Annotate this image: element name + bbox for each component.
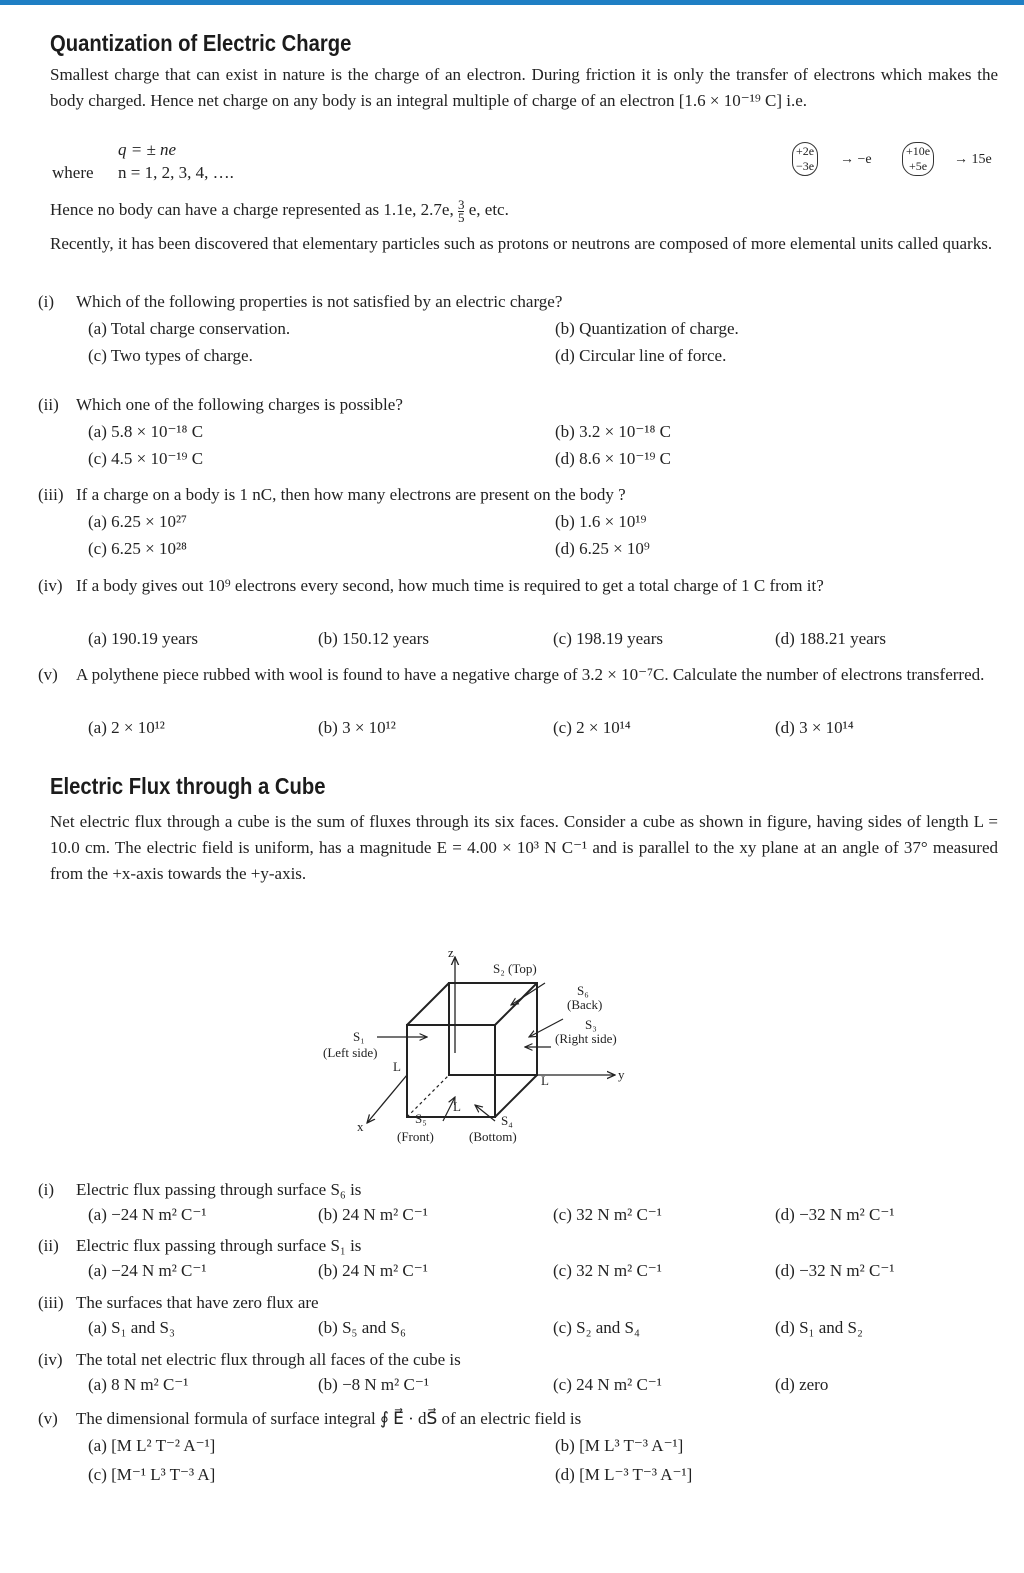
option-c[interactable]: (c) 32 N m² C⁻¹	[553, 1205, 662, 1224]
option-c[interactable]: (c) Two types of charge.	[88, 346, 253, 365]
bubble-2-top: +10e	[906, 144, 931, 158]
s6-label: S₆	[577, 983, 589, 998]
bottom-label: (Bottom)	[469, 1129, 517, 1144]
option-d[interactable]: (d) Circular line of force.	[555, 346, 727, 365]
question-text: The total net electric flux through all faces of the cube is	[76, 1350, 461, 1369]
s5-label: S₅	[415, 1111, 427, 1126]
edge-length-label-2: L	[541, 1073, 549, 1088]
section-heading-quantization: Quantization of Electric Charge	[50, 30, 352, 56]
question-2-2	[38, 1233, 998, 1259]
section-heading-flux: Electric Flux through a Cube	[50, 773, 326, 799]
question-1-1	[38, 289, 998, 315]
bubble-2-result: → 15e	[954, 152, 992, 167]
option-b[interactable]: (b) −8 N m² C⁻¹	[318, 1375, 429, 1394]
question-2-3	[38, 1290, 998, 1316]
option-b[interactable]: (b) 150.12 years	[318, 629, 429, 648]
right-side-label: (Right side)	[555, 1031, 617, 1046]
question-1-4	[38, 573, 998, 599]
top-accent-bar	[0, 0, 1024, 5]
question-text: Electric flux passing through surface S₆ is	[76, 1180, 362, 1199]
option-b[interactable]: (b) Quantization of charge.	[555, 319, 739, 338]
quarks-paragraph: Recently, it has been discovered that elementary particles such as protons or neutrons are composed of more elemental units called quarks.	[50, 234, 993, 253]
option-a[interactable]: (a) 6.25 × 10²⁷	[88, 512, 187, 531]
option-d[interactable]: (d) S₁ and S₂	[775, 1318, 863, 1337]
option-c[interactable]: (c) 6.25 × 10²⁸	[88, 539, 187, 558]
back-label: (Back)	[567, 997, 603, 1012]
question-number: (v)	[38, 665, 58, 684]
option-a[interactable]: (a) Total charge conservation.	[88, 319, 291, 338]
question-text: If a charge on a body is 1 nC, then how many electrons are present on the body ?	[76, 485, 626, 504]
no-fraction-charge-sentence	[50, 198, 509, 224]
cube-hidden-edge	[407, 1075, 449, 1117]
option-c[interactable]: (c) 32 N m² C⁻¹	[553, 1261, 662, 1280]
z-axis-label: z	[448, 945, 454, 960]
equation-q: q = ± ne	[118, 140, 177, 159]
question-text: If a body gives out 10⁹ electrons every second, how much time is required to get a total charge of 1 C from it?	[76, 576, 824, 595]
cube-edge	[495, 1075, 537, 1117]
sentence-prefix: Hence no body can have a charge represented as 1.1e, 2.7e,	[50, 200, 454, 219]
question-number: (iii)	[38, 1293, 64, 1312]
sentence-suffix: e, etc.	[468, 200, 509, 219]
cube-edge	[495, 983, 537, 1025]
question-text: The dimensional formula of surface integral ∮ E⃗ · dS⃗ of an electric field is	[76, 1409, 582, 1428]
option-d[interactable]: (d) 3 × 10¹⁴	[775, 718, 854, 737]
option-b[interactable]: (b) 24 N m² C⁻¹	[318, 1261, 428, 1280]
question-number: (i)	[38, 1180, 55, 1199]
bubble-1-result: → −e	[840, 152, 872, 167]
question-number: (i)	[38, 292, 55, 311]
fraction-three-fifths	[457, 196, 465, 225]
x-axis	[367, 1075, 407, 1123]
bubble-1-bottom: −3e	[796, 159, 815, 173]
option-c[interactable]: (c) 198.19 years	[553, 629, 663, 648]
question-number: (ii)	[38, 395, 59, 414]
flux-paragraph: Net electric flux through a cube is the sum of fluxes through its six faces. Consider a cube as shown in figure, having sides of length L = 10.0 cm. The electric field is uniform, has a magnitude E = 4.00 × 10³ N C⁻¹ and is parallel to the xy plane at an angle of 37° measured from the +x-axis towards the +y-axis.	[50, 812, 998, 883]
option-d[interactable]: (d) 188.21 years	[775, 629, 886, 648]
question-1-3	[38, 482, 998, 508]
question-number: (iii)	[38, 485, 64, 504]
question-text: Electric flux passing through surface S₁ is	[76, 1236, 362, 1255]
question-text: Which of the following properties is not satisfied by an electric charge?	[76, 292, 563, 311]
where-label: where	[52, 163, 94, 182]
option-b[interactable]: (b) 3.2 × 10⁻¹⁸ C	[555, 422, 671, 441]
intro-paragraph: Smallest charge that can exist in nature is the charge of an electron. During friction it is only the transfer of electrons which makes the body charged. Hence net charge on any body is an integral multiple of charge of an electron [1.6 × 10⁻¹⁹ C] i.e.	[50, 65, 998, 110]
option-d[interactable]: (d) 6.25 × 10⁹	[555, 539, 650, 558]
option-a[interactable]: (a) S₁ and S₃	[88, 1318, 175, 1337]
question-text: Which one of the following charges is possible?	[76, 395, 403, 414]
question-2-5	[38, 1406, 998, 1432]
option-a[interactable]: (a) 190.19 years	[88, 629, 198, 648]
y-axis-label: y	[618, 1067, 625, 1082]
question-number: (iv)	[38, 1350, 63, 1369]
charge-bubble-2	[902, 142, 934, 176]
bubble-2-bottom: +5e	[909, 159, 928, 173]
question-number: (iv)	[38, 576, 63, 595]
equation-n: n = 1, 2, 3, 4, ….	[118, 163, 234, 182]
s2-top-label: S₂ (Top)	[493, 961, 537, 976]
option-a[interactable]: (a) −24 N m² C⁻¹	[88, 1261, 207, 1280]
x-axis-label: x	[357, 1119, 364, 1134]
edge-length-label-1: L	[393, 1059, 401, 1074]
option-d[interactable]: (d) [M L⁻³ T⁻³ A⁻¹]	[555, 1465, 693, 1484]
option-b[interactable]: (b) [M L³ T⁻³ A⁻¹]	[555, 1436, 684, 1455]
question-number: (v)	[38, 1409, 58, 1428]
question-1-2	[38, 392, 998, 418]
option-d[interactable]: (d) zero	[775, 1375, 829, 1394]
option-c[interactable]: (c) 24 N m² C⁻¹	[553, 1375, 662, 1394]
charge-bubble-1	[792, 142, 818, 176]
s4-arrow	[475, 1105, 495, 1121]
fraction-numerator: 3	[457, 196, 465, 212]
question-1-5	[38, 662, 998, 688]
option-b[interactable]: (b) 1.6 × 10¹⁹	[555, 512, 647, 531]
fraction-denominator: 5	[457, 209, 465, 225]
cube-figure	[315, 945, 675, 1150]
edge-length-label-3: L	[453, 1099, 461, 1114]
option-c[interactable]: (c) 4.5 × 10⁻¹⁹ C	[88, 449, 204, 468]
option-a[interactable]: (a) 8 N m² C⁻¹	[88, 1375, 189, 1394]
question-number: (ii)	[38, 1236, 59, 1255]
s4-label: S₄	[501, 1113, 513, 1128]
option-a[interactable]: (a) 2 × 10¹²	[88, 718, 165, 737]
option-d[interactable]: (d) −32 N m² C⁻¹	[775, 1261, 895, 1280]
question-2-4	[38, 1347, 998, 1373]
question-2-1	[38, 1177, 998, 1203]
option-d[interactable]: (d) −32 N m² C⁻¹	[775, 1205, 895, 1224]
option-d[interactable]: (d) 8.6 × 10⁻¹⁹ C	[555, 449, 671, 468]
question-text: The surfaces that have zero flux are	[76, 1293, 319, 1312]
front-label: (Front)	[397, 1129, 434, 1144]
option-b[interactable]: (b) 24 N m² C⁻¹	[318, 1205, 428, 1224]
option-c[interactable]: (c) 2 × 10¹⁴	[553, 718, 631, 737]
option-b[interactable]: (b) 3 × 10¹²	[318, 718, 396, 737]
s1-label: S₁	[353, 1029, 365, 1044]
s3-label: S₃	[585, 1017, 597, 1032]
option-b[interactable]: (b) S₅ and S₆	[318, 1318, 406, 1337]
option-a[interactable]: (a) 5.8 × 10⁻¹⁸ C	[88, 422, 204, 441]
question-text: A polythene piece rubbed with wool is found to have a negative charge of 3.2 × 10⁻⁷C. Calculate the number of electrons transferred.	[76, 665, 985, 684]
s2-arrow	[511, 983, 545, 1005]
option-c[interactable]: (c) S₂ and S₄	[553, 1318, 640, 1337]
bubble-1-top: +2e	[796, 144, 815, 158]
option-c[interactable]: (c) [M⁻¹ L³ T⁻³ A]	[88, 1465, 216, 1484]
option-a[interactable]: (a) −24 N m² C⁻¹	[88, 1205, 207, 1224]
option-a[interactable]: (a) [M L² T⁻² A⁻¹]	[88, 1436, 216, 1455]
left-side-label: (Left side)	[323, 1045, 378, 1060]
cube-edge	[407, 983, 449, 1025]
